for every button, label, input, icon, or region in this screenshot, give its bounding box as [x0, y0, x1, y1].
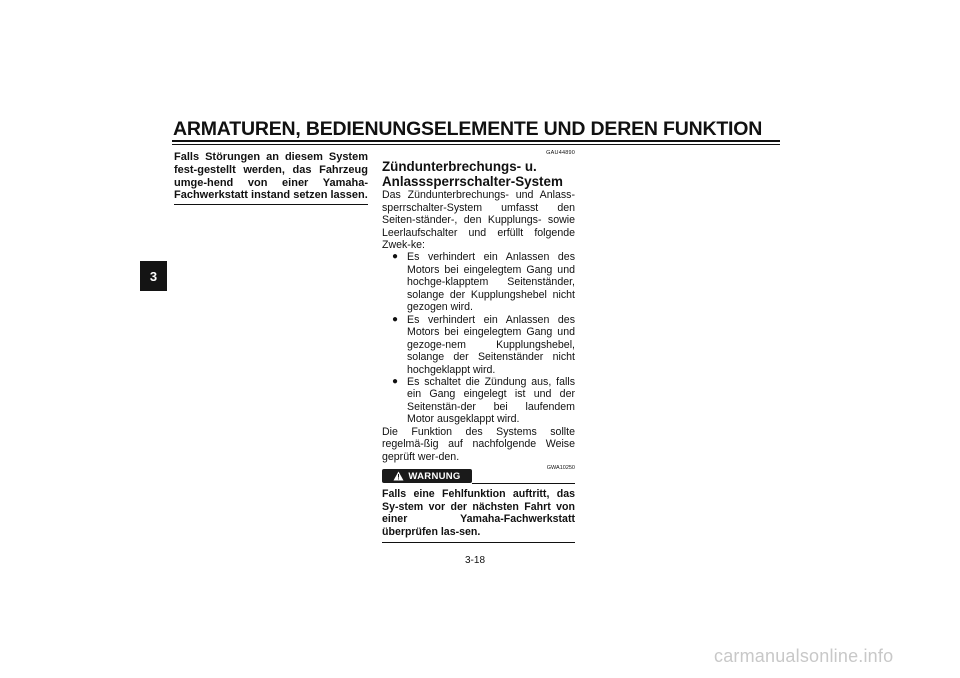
header-rule-thin [172, 144, 780, 145]
watermark: carmanualsonline.info [714, 646, 894, 666]
warning-text: Falls eine Fehlfunktion auftritt, das Sy-stem vor der nächsten Fahrt von einer Yamaha-Fachwerkstatt überprüfen las-sen. [382, 488, 575, 538]
warning-label: WARNUNG [408, 470, 461, 482]
left-column-text: Falls Störungen an diesem System fest-gestellt werden, das Fahrzeug umge-hend von einer Yamaha-Fachwerkstatt instand setzen lassen. [174, 151, 368, 202]
bullet-text: Es schaltet die Zündung aus, falls ein Gang eingelegt ist und der Seitenstän-der bei laufendem Motor ausgeklappt wird. [407, 375, 575, 426]
bullet-icon: ● [392, 375, 399, 387]
section-title: Zündunterbrechungs- u. Anlasssperrschalter-System [382, 159, 563, 189]
page-number: 3-18 [465, 555, 486, 566]
bullet-text: Es verhindert ein Anlassen des Motors bei eingelegtem Gang und hochge-klapptem Seitenständer, solange der Kupplungshebel nicht gezogen wird. [407, 251, 575, 314]
warning-code: GWA10250 [546, 465, 575, 472]
bullet-item [382, 251, 575, 313]
warning-header [382, 465, 575, 485]
bullet-item [382, 314, 575, 376]
bullet-icon: ● [392, 313, 399, 325]
bullet-icon: ● [392, 251, 399, 263]
header-rule-thick [172, 140, 780, 142]
warning-end-rule [382, 542, 575, 543]
section-code: GAU44890 [546, 150, 575, 156]
bullet-text: Es verhindert ein Anlassen des Motors bei eingelegtem Gang und gezoge-nem Kupplungshebel, solange der Seitenständer nicht hochgeklappt wird. [407, 313, 575, 376]
chapter-tab: 3 [140, 261, 167, 291]
right-column [382, 150, 575, 543]
warning-badge [382, 469, 472, 483]
left-column-rule [174, 204, 368, 205]
page-header-title: ARMATUREN, BEDIENUNGSELEMENTE UND DEREN FUNKTION [173, 118, 763, 140]
bullet-item [382, 376, 575, 426]
bullet-list [382, 251, 575, 425]
left-column [174, 151, 368, 202]
section-outro: Die Funktion des Systems sollte regelmä-ßig auf nachfolgende Weise geprüft wer-den. [382, 425, 575, 463]
warning-header-rule [472, 483, 575, 484]
warning-triangle-icon [393, 471, 404, 481]
section-intro: Das Zündunterbrechungs- und Anlass-sperrschalter-System umfasst den Seiten-ständer-, den Kupplungs- sowie Leerlaufschalter und erfüllt folgende Zwek-ke: [382, 189, 575, 251]
